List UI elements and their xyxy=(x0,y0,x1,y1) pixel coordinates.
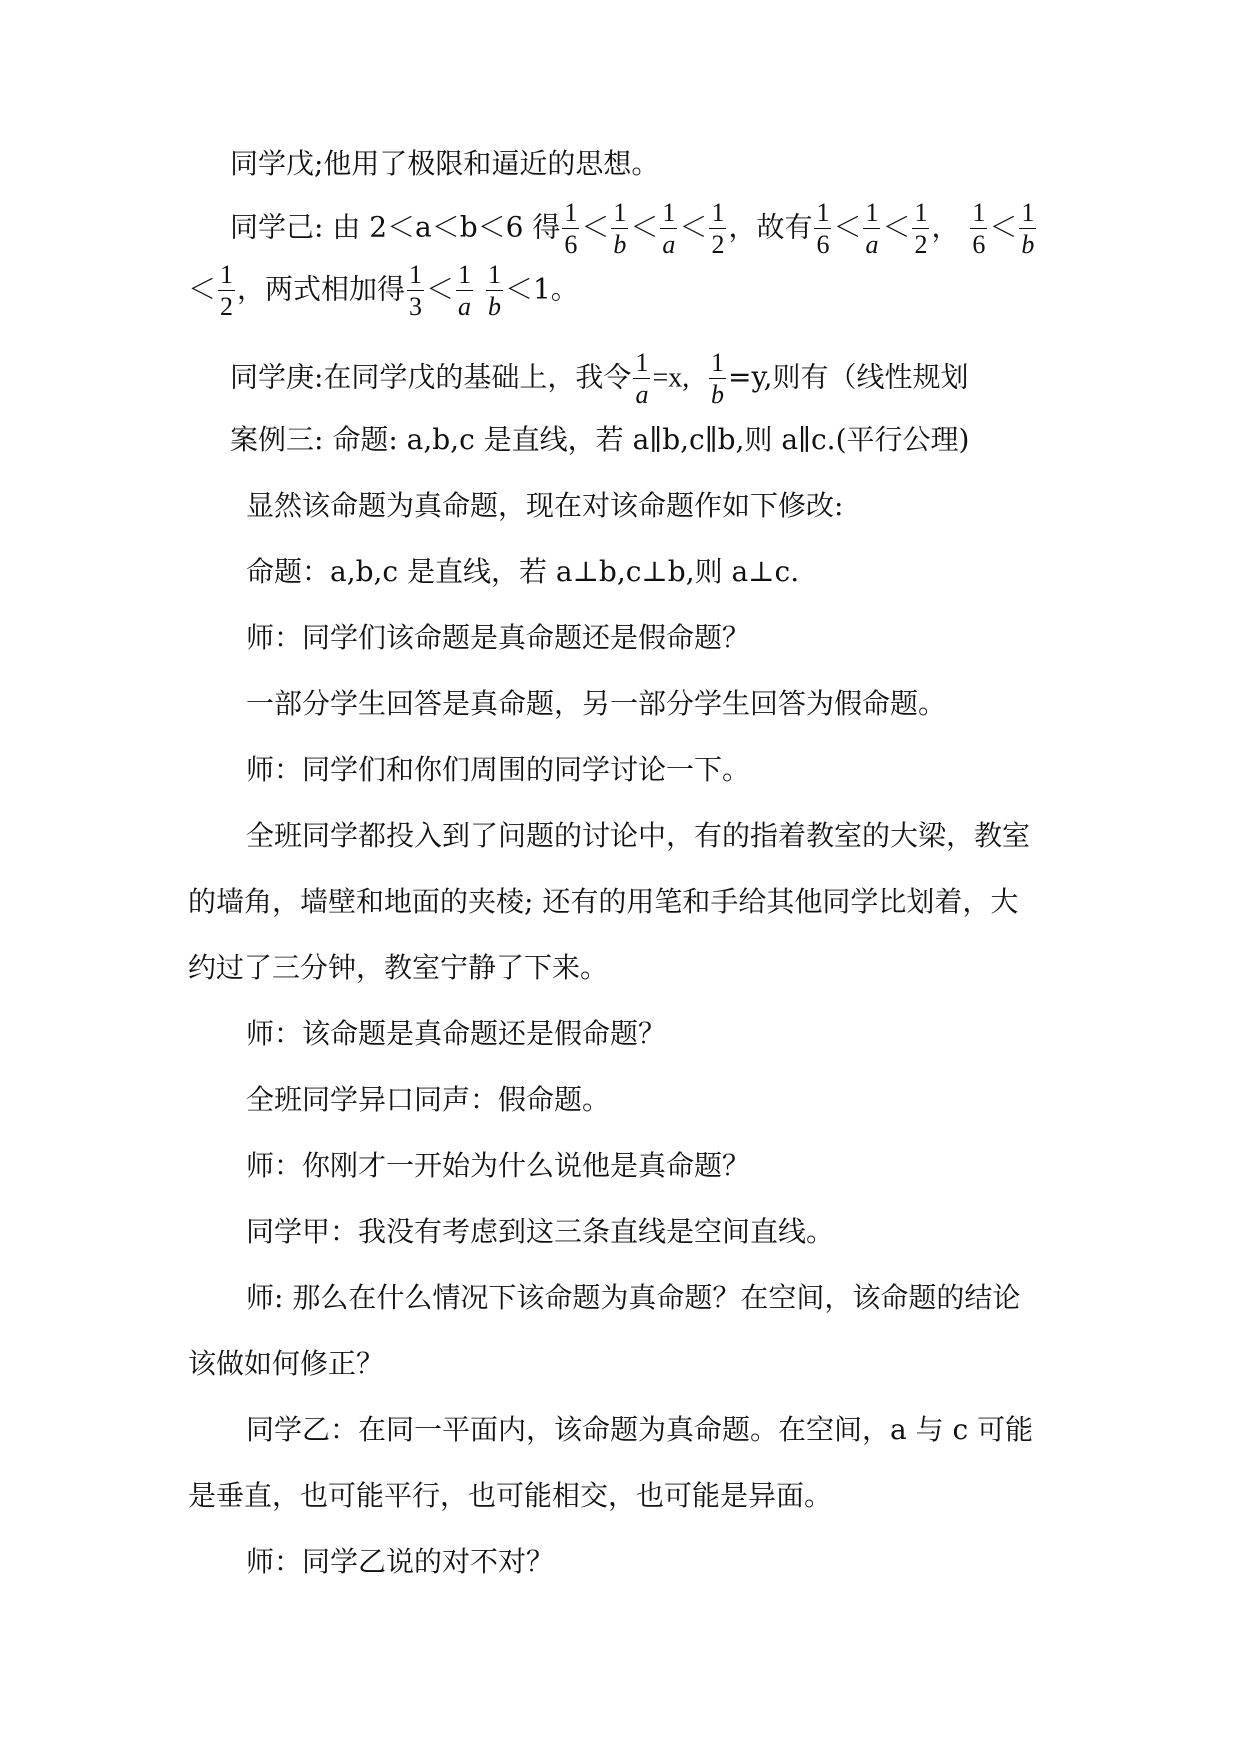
text-line: 显然该命题为真命题，现在对该命题作如下修改: xyxy=(246,489,844,522)
dialogue-line: 师：你刚才一开始为什么说他是真命题？ xyxy=(246,1149,751,1182)
dialogue-line: 同学乙：在同一平面内，该命题为真命题。在空间，a 与 c 可能 xyxy=(246,1413,1034,1446)
text-line: 约过了三分钟，教室宁静了下来。 xyxy=(188,951,609,984)
fraction-1-2: $\frac{1}{2}$ xyxy=(220,260,234,321)
paragraph-geng: 同学庚:在同学戊的基础上，我令 $\frac{1}{a}$ =x, $\frac{1}{b}$ =y,则有（线性规划 xyxy=(230,348,969,409)
fraction-1-2: $\frac{1}{2}$ xyxy=(914,198,928,259)
paragraph-ji-line1: 同学己: 由 2＜a＜b＜6 得 $\frac{1}{6}$ ＜ $\frac{1}{b}$ ＜ $\frac{1}{a}$ ＜ $\frac{1}{2}$ ，故有 $\frac{1}{6}$ ＜ $\frac{1}{a}$ ＜ $\frac{1}{2}$ ， $\frac{1}{6}$ ＜ $\frac{1}{b}$ xyxy=(230,198,1035,259)
fraction-1-2: $\frac{1}{2}$ xyxy=(711,198,725,259)
dialogue-line: 师：同学们和你们周围的同学讨论一下。 xyxy=(246,753,751,786)
fraction-1-b: $\frac{1}{b}$ xyxy=(613,198,627,259)
dialogue-line: 师: 那么在什么情况下该命题为真命题？在空间，该命题的结论 xyxy=(246,1281,1021,1314)
text-line: 全班同学都投入到了问题的讨论中，有的指着教室的大梁，教室 xyxy=(246,819,1031,852)
ji-prefix: 同学己: 由 2＜a＜b＜6 得 xyxy=(230,210,561,244)
fraction-1-a: $\frac{1}{a}$ xyxy=(458,260,472,321)
fraction-1-b: $\frac{1}{b}$ xyxy=(487,260,501,321)
dialogue-line: 师：同学乙说的对不对？ xyxy=(246,1545,555,1578)
paragraph-wu: 同学戊;他用了极限和逼近的思想。 xyxy=(230,147,660,180)
fraction-1-b: $\frac{1}{b}$ xyxy=(1021,198,1035,259)
fraction-1-a: $\frac{1}{a}$ xyxy=(635,348,649,409)
proposition-line: 命题：a,b,c 是直线，若 a⊥b,c⊥b,则 a⊥c. xyxy=(246,555,800,588)
fraction-1-b: $\frac{1}{b}$ xyxy=(711,348,725,409)
case-three-line: 案例三: 命题: a,b,c 是直线，若 a∥b,c∥b,则 a∥c.(平行公理) xyxy=(230,423,970,456)
text-line: 一部分学生回答是真命题，另一部分学生回答为假命题。 xyxy=(246,687,947,720)
text-line: 的墙角，墙壁和地面的夹棱; 还有的用笔和手给其他同学比划着，大 xyxy=(188,885,1019,918)
fraction-1-6: $\frac{1}{6}$ xyxy=(972,198,986,259)
dialogue-line: 师：同学们该命题是真命题还是假命题？ xyxy=(246,621,751,654)
fraction-1-6: $\frac{1}{6}$ xyxy=(564,198,578,259)
fraction-1-a: $\frac{1}{a}$ xyxy=(662,198,676,259)
dialogue-line: 师：该命题是真命题还是假命题？ xyxy=(246,1017,667,1050)
paragraph-ji-line2: ＜ $\frac{1}{2}$ ，两式相加得 $\frac{1}{3}$ ＜ $\frac{1}{a}$ $\frac{1}{b}$ ＜1。 xyxy=(188,260,579,321)
fraction-1-6: $\frac{1}{6}$ xyxy=(816,198,830,259)
dialogue-line: 全班同学异口同声：假命题。 xyxy=(246,1083,611,1116)
text-line: 该做如何修正？ xyxy=(188,1347,385,1380)
text-line: 是垂直，也可能平行，也可能相交，也可能是异面。 xyxy=(188,1479,833,1512)
dialogue-line: 同学甲：我没有考虑到这三条直线是空间直线。 xyxy=(246,1215,835,1248)
fraction-1-3: $\frac{1}{3}$ xyxy=(409,260,423,321)
fraction-1-a: $\frac{1}{a}$ xyxy=(865,198,879,259)
